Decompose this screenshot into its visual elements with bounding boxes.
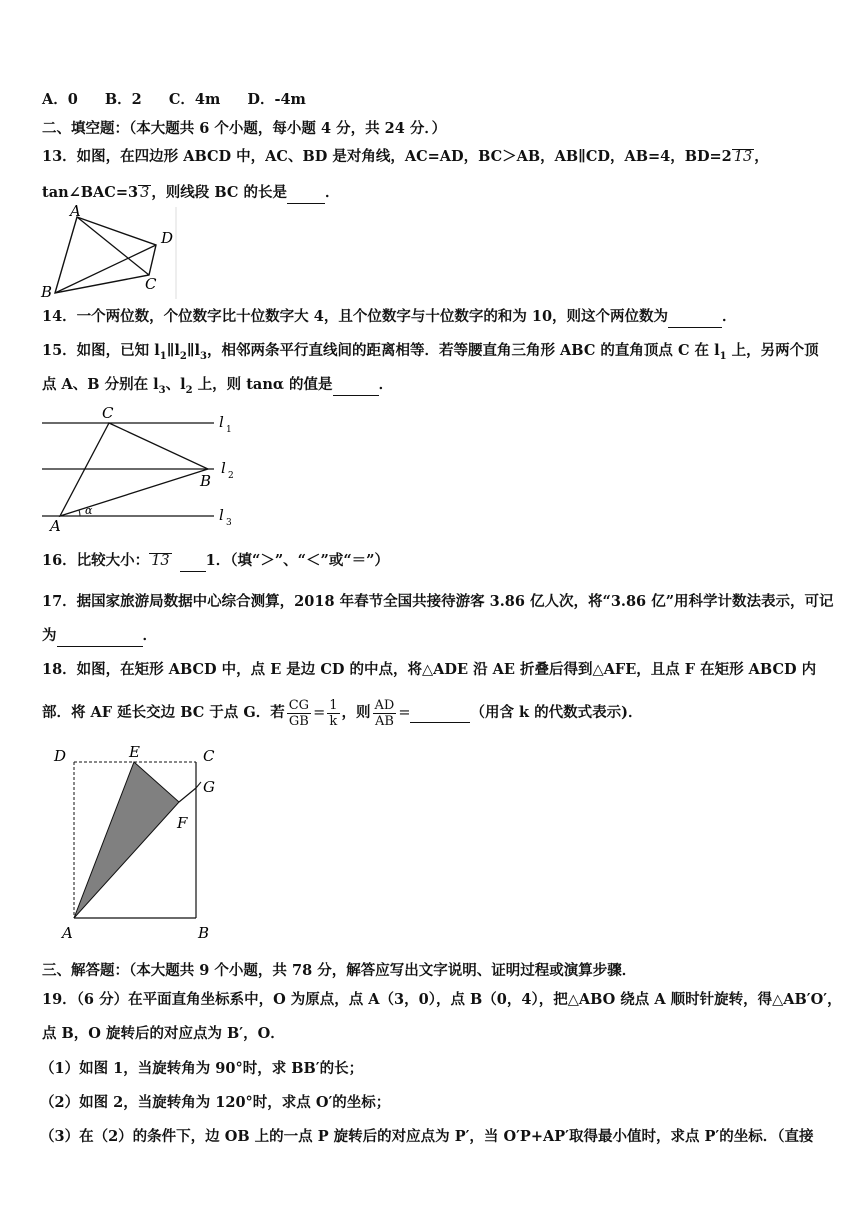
label-l2: l (221, 459, 226, 477)
q12-options (42, 90, 306, 110)
q13-figure (38, 205, 180, 301)
q17-text-b: ． (142, 627, 157, 644)
label-g: G (203, 778, 215, 796)
q19-part1: （1）如图 1，当旋转角为 90°时，求 BB′的长； (40, 1060, 364, 1077)
sqrt-13: 13 (151, 553, 170, 569)
sub-1: 1 (719, 350, 727, 362)
q19-line2: 点 B，O 旋转后的对应点为 B′，O． (42, 1025, 285, 1042)
answer-blank (287, 183, 325, 204)
label-l1-sub: 1 (226, 425, 232, 435)
sub-3: 3 (158, 384, 166, 396)
q15-text-d: ，相邻两条平行直线间的距离相等．若等腰直角三角形 ABC 的直角顶点 C 在 l (207, 342, 720, 359)
frac-den: k (329, 713, 338, 729)
equals: = (398, 705, 411, 721)
label-a: A (50, 517, 61, 535)
answer-blank (180, 551, 206, 572)
label-l3-sub: 3 (226, 518, 232, 528)
fraction-cg-gb (287, 698, 311, 729)
sub-2: 2 (185, 384, 193, 396)
q15-text-f: 点 A、B 分别在 l (42, 376, 159, 393)
q18-line2 (42, 696, 643, 730)
option-c: C．4m (168, 91, 221, 108)
label-alpha: α (85, 504, 93, 517)
q19-line1: 19．（6 分）在平面直角坐标系中，O 为原点，点 A（3，0），点 B（0，4），把△ABO 绕点 A 顺时针旋转，得△AB′O′， (42, 991, 842, 1008)
frac-num: AD (374, 697, 395, 713)
frac-den: AB (374, 713, 394, 729)
label-a: A (70, 205, 81, 220)
option-b: B．2 (104, 91, 142, 108)
q17-line1: 17．据国家旅游局数据中心综合测算，2018 年春节全国共接待游客 3.86 亿人次，将“3.86 亿”用科学计数法表示，可记 (42, 593, 834, 610)
sqrt-3: 3 (140, 185, 150, 201)
label-d: D (161, 229, 174, 247)
q15-figure (38, 405, 243, 535)
q13-text-d: ，则线段 BC 的长是 (151, 184, 287, 201)
q18-text-a: 部．将 AF 延长交边 BC 于点 G．若 (42, 704, 285, 721)
label-e: E (129, 743, 140, 761)
label-l3: l (219, 506, 224, 524)
q13-text-a: 13．如图，在四边形 ABCD 中，AC、BD 是对角线，AC=AD，BC＞AB，AB∥CD，AB=4，BD=2 (42, 148, 732, 165)
q16-text-b: 1．（填“＞”、“＜”或“＝”） (205, 552, 390, 569)
label-c: C (102, 405, 114, 422)
q15-text-g: 、l (165, 376, 186, 393)
label-l2-sub: 2 (228, 471, 234, 481)
q16-text-a: 16．比较大小： (42, 552, 150, 569)
label-f: F (177, 814, 188, 832)
frac-num: 1 (329, 697, 338, 713)
label-l1: l (219, 413, 224, 431)
label-c: C (145, 275, 157, 293)
section-3-heading: 三、解答题：（本大题共 9 个小题，共 78 分，解答应写出文字说明、证明过程或演算步骤． (42, 962, 637, 979)
answer-blank (410, 704, 470, 723)
q15-line2 (42, 375, 393, 401)
sub-3: 3 (200, 350, 208, 362)
label-b: B (200, 472, 212, 490)
q13-line1 (42, 147, 769, 167)
q15-text-e: 上，另两个顶 (726, 342, 819, 359)
frac-den: GB (288, 713, 309, 729)
q18-figure (50, 740, 230, 945)
q16-line (42, 551, 389, 572)
q17-text-a: 为 (42, 627, 57, 644)
q19-part3: （3）在（2）的条件下，边 OB 上的一点 P 旋转后的对应点为 P′，当 O′P+AP′取得最小值时，求点 P′的坐标．（直接 (40, 1128, 814, 1145)
q15-text-i: ． (378, 376, 394, 393)
q18-text-c: （用含 k 的代数式表示)． (470, 704, 643, 721)
sub-2: 2 (179, 350, 187, 362)
q15-text-a: 15．如图，已知 l (42, 342, 160, 359)
q18-line1: 18．如图，在矩形 ABCD 中，点 E 是边 CD 的中点，将△ADE 沿 AE 折叠后得到△AFE，且点 F 在矩形 ABCD 内 (42, 661, 817, 678)
option-d: D．-4m (247, 91, 306, 108)
label-b: B (198, 924, 210, 942)
label-b: B (41, 283, 53, 301)
q14-text: 14．一个两位数，个位数字比十位数字大 4，且个位数字与十位数字的和为 10，则这个两位数为 (42, 308, 669, 325)
q14-line (42, 307, 737, 328)
section-2-heading: 二、填空题：（本大题共 6 个小题，每小题 4 分，共 24 分．） (42, 120, 447, 137)
q13-text-e: ． (324, 184, 340, 201)
fraction-ad-ab (373, 698, 397, 729)
sqrt-13: 13 (733, 149, 753, 165)
equals: = (313, 705, 326, 721)
label-a: A (62, 924, 73, 942)
q15-text-b: ∥l (166, 342, 180, 359)
q15-text-c: ∥l (186, 342, 201, 359)
answer-blank (57, 626, 143, 647)
label-d: D (54, 747, 67, 765)
q13-text-c: tan∠BAC=3 (42, 184, 139, 201)
sub-1: 1 (159, 350, 167, 362)
answer-blank (668, 307, 722, 328)
q19-part2: （2）如图 2，当旋转角为 120°时，求点 O′的坐标； (40, 1094, 391, 1111)
q15-line1 (42, 341, 819, 367)
fraction-1-k (327, 698, 339, 729)
q13-line2 (42, 183, 339, 204)
label-c: C (203, 747, 215, 765)
q13-text-b: ， (754, 148, 769, 165)
q18-text-b: ，则 (341, 704, 371, 721)
q17-line2 (42, 626, 157, 647)
answer-blank (333, 375, 379, 396)
option-a: A．0 (42, 91, 78, 108)
q15-text-h: 上，则 tanα 的值是 (192, 376, 333, 393)
q14-end: ． (722, 308, 737, 325)
frac-num: CG (288, 697, 310, 713)
